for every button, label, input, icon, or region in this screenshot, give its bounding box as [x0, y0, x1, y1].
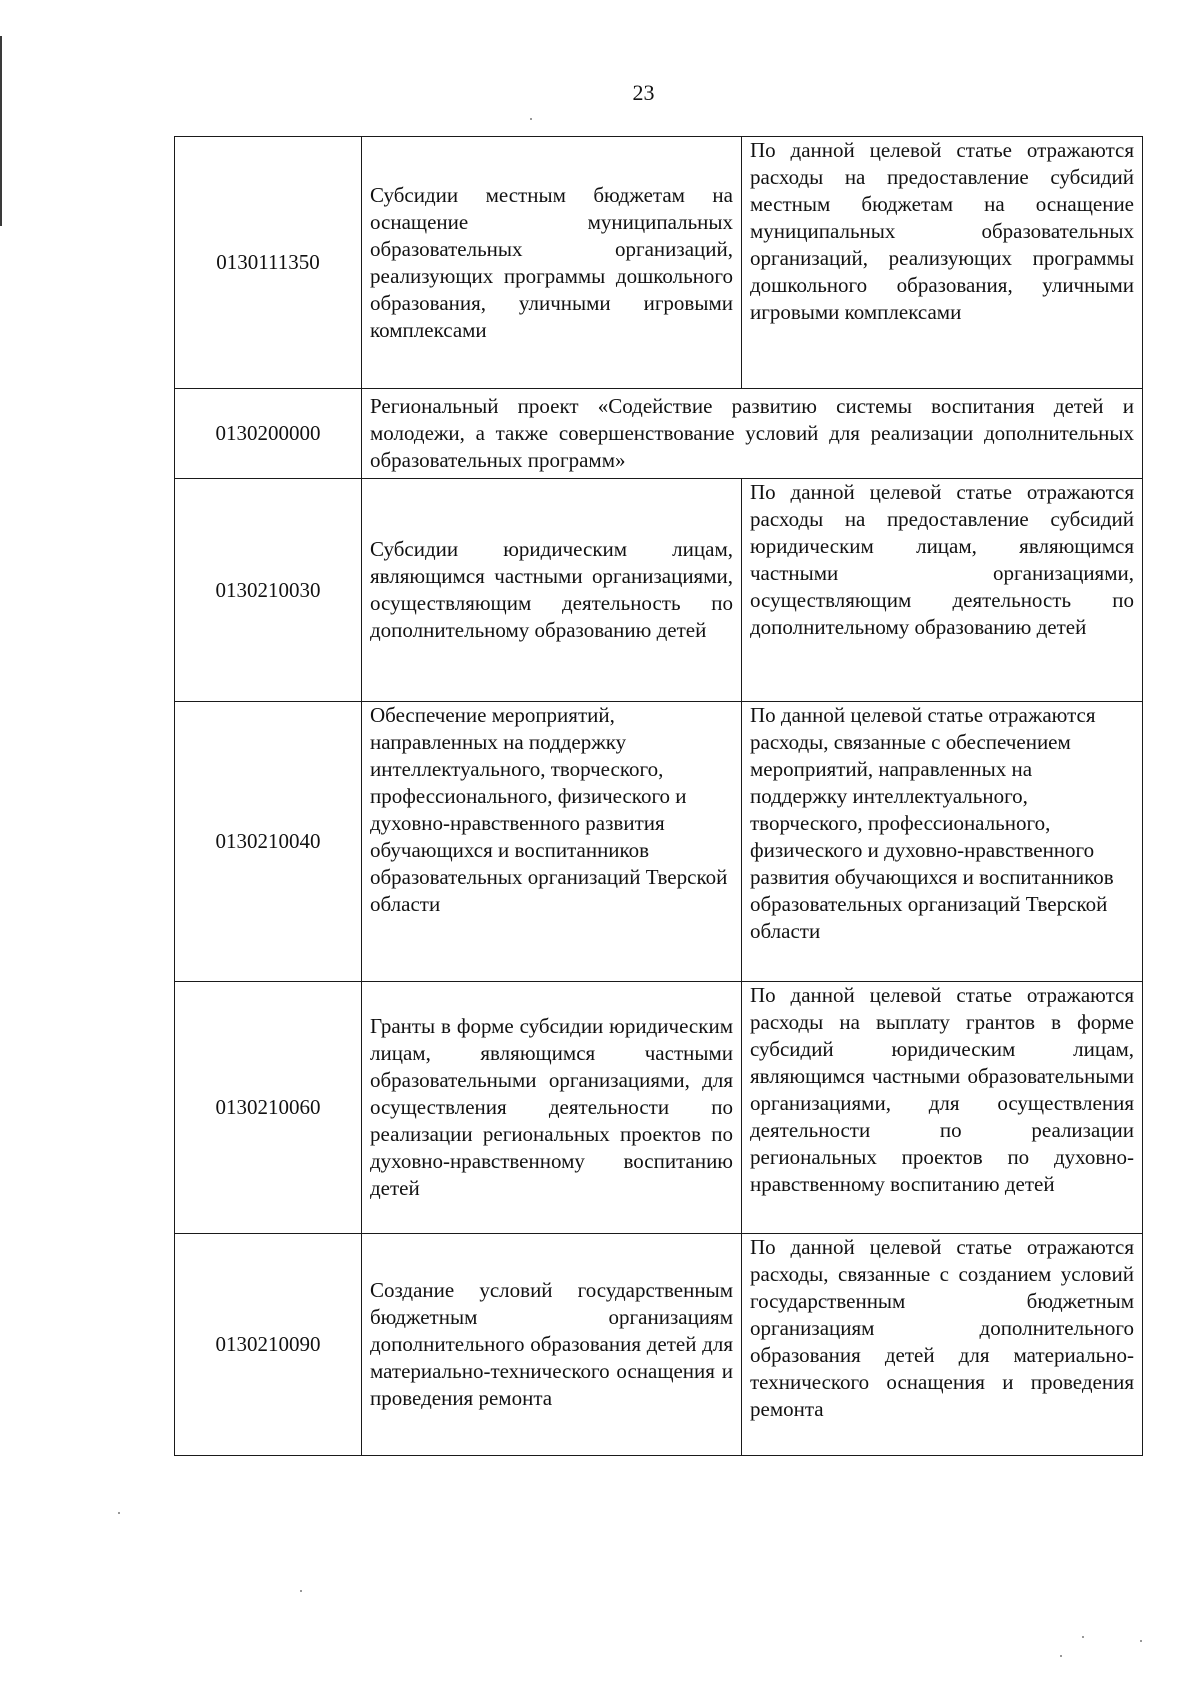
- row-code: 0130210060: [175, 982, 362, 1234]
- row-description: По данной целевой статье отражаются расходы на предоставление субсидий юридическим лицам, являющимся частными организациями, осуществляющим деятельность по дополнительному образованию детей: [742, 479, 1143, 702]
- row-description: По данной целевой статье отражаются расходы на предоставление субсидий местным бюджетам на оснащение муниципальных образовательных организаций, реализующих программы дошкольного образования, уличными игровыми комплексами: [742, 137, 1143, 389]
- row-merged-title: Региональный проект «Содействие развитию системы воспитания детей и молодежи, а также совершенствование условий для реализации дополнительных образовательных программ»: [362, 389, 1143, 479]
- row-description: По данной целевой статье отражаются расходы на выплату грантов в форме субсидий юридическим лицам, являющимся частными образовательными организациями, для осуществления деятельности по реализации региональных проектов по духовно-нравственному воспитанию детей: [742, 982, 1143, 1234]
- scan-edge-line: [0, 36, 2, 226]
- scan-speck: [530, 118, 532, 120]
- row-name: Создание условий государственным бюджетным организациям дополнительного образования детей для материально-технического оснащения и проведения ремонта: [362, 1234, 742, 1456]
- scan-speck: [1060, 1655, 1062, 1657]
- row-name: Субсидии юридическим лицам, являющимся частными организациями, осуществляющим деятельность по дополнительному образованию детей: [362, 479, 742, 702]
- row-code: 0130111350: [175, 137, 362, 389]
- scan-speck: [118, 1512, 120, 1514]
- table-row: [175, 1234, 1143, 1456]
- row-name: Обеспечение мероприятий, направленных на поддержку интеллектуального, творческого, профессионального, физического и духовно-нравственного развития обучающихся и воспитанников образовательных организаций Тверской области: [362, 702, 742, 982]
- table-row: [175, 479, 1143, 702]
- row-code: 0130200000: [175, 389, 362, 479]
- row-code: 0130210090: [175, 1234, 362, 1456]
- budget-classification-table: [174, 136, 1143, 1456]
- scan-speck: [1082, 1636, 1084, 1638]
- row-description: По данной целевой статье отражаются расходы, связанные с обеспечением мероприятий, направленных на поддержку интеллектуального, творческого, профессионального, физического и духовно-нравственного развития обучающихся и воспитанников образовательных организаций Тверской области: [742, 702, 1143, 982]
- row-name: Субсидии местным бюджетам на оснащение муниципальных образовательных организаций, реализующих программы дошкольного образования, уличными игровыми комплексами: [362, 137, 742, 389]
- scan-speck: [1140, 1640, 1142, 1642]
- page-number: 23: [632, 80, 655, 105]
- table-row: [175, 982, 1143, 1234]
- table-row: [175, 137, 1143, 389]
- row-code: 0130210030: [175, 479, 362, 702]
- row-description: По данной целевой статье отражаются расходы, связанные с созданием условий государственным бюджетным организациям дополнительного образования детей для материально-технического оснащения и проведения ремонта: [742, 1234, 1143, 1456]
- table-row: [175, 389, 1143, 479]
- table-row: [175, 702, 1143, 982]
- row-name: Гранты в форме субсидии юридическим лицам, являющимся частными образовательными организациями, для осуществления деятельности по реализации региональных проектов по духовно-нравственному воспитанию детей: [362, 982, 742, 1234]
- row-code: 0130210040: [175, 702, 362, 982]
- scan-speck: [300, 1590, 302, 1592]
